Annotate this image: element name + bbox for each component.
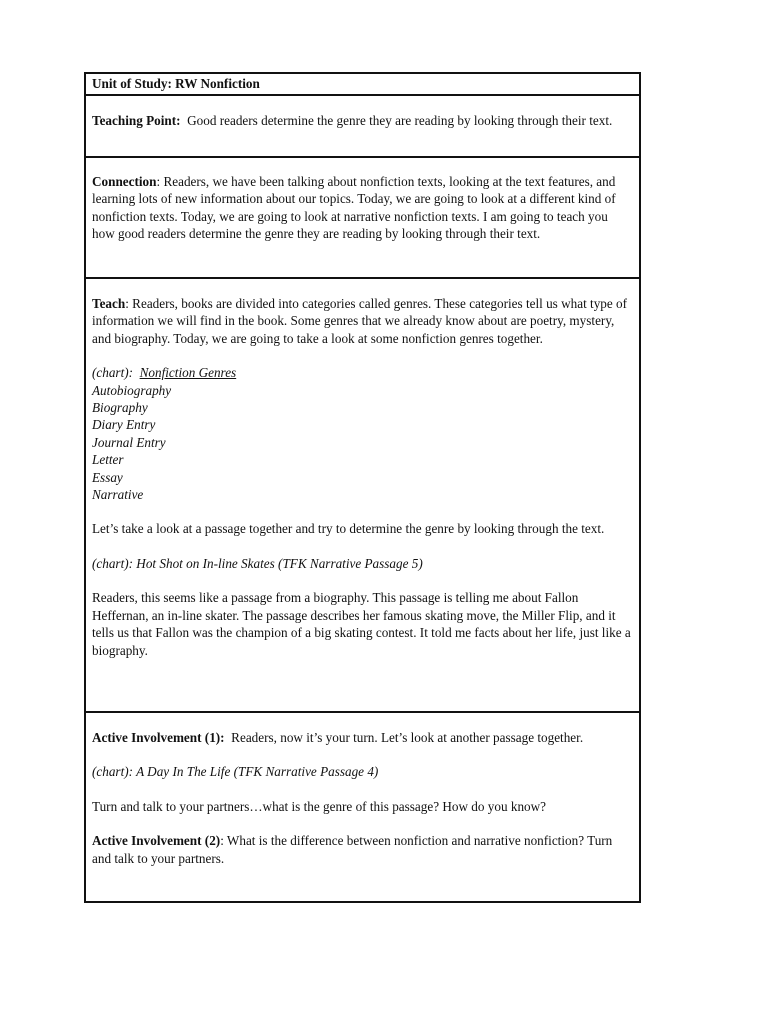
active-involvement-1-text: Readers, now it’s your turn. Let’s look at another passage together.: [231, 730, 584, 745]
chart2-reference: (chart): Hot Shot on In-line Skates (TFK Narrative Passage 5): [92, 555, 423, 571]
genre-list-item: Diary Entry: [92, 417, 156, 433]
teach-cell: [86, 277, 639, 711]
teaching-point-text: Good readers determine the genre they are reading by looking through their text.: [187, 113, 613, 128]
unit-value: RW Nonfiction: [175, 76, 260, 91]
unit-of-study-cell: [86, 74, 639, 94]
chart3-reference: (chart): A Day In The Life (TFK Narrative Passage 4): [92, 764, 379, 780]
turn-and-talk-text: Turn and talk to your partners…what is the genre of this passage? How do you know?: [92, 798, 547, 814]
teach-intro: : Readers, books are divided into categories called genres. These categories tell us what type of information we will find in the book. Some genres that we already know about are poetry, mystery, and biography. Today, we are going to take a look at some nonfiction genres together.: [92, 296, 628, 346]
genre-list-item: Autobiography: [92, 382, 172, 398]
genre-list-item: Biography: [92, 400, 148, 416]
connection-text: : Readers, we have been talking about nonfiction texts, looking at the text features, and learning lots of new information about our topics. Today, we are going to look at a different kind of nonfiction texts. Today, we are going to look at narrative nonfiction texts. I am going to teach you how good readers determine the genre they are reading by looking through their text.: [92, 174, 616, 242]
teaching-point-cell: [86, 94, 639, 156]
lesson-plan-table: [84, 72, 641, 903]
teach-paragraph-2: Let’s take a look at a passage together and try to determine the genre by looking through the text.: [92, 521, 605, 537]
genre-list-item: Journal Entry: [92, 434, 166, 450]
chart1-prefix: (chart):: [92, 365, 134, 381]
teach-paragraph-3: Readers, this seems like a passage from a biography. This passage is telling me about Fallon Heffernan, an in-line skater. The passage describes her famous skating move, the Miller Flip, and it tells us that Fallon was the champion of a big skating contest. It told me facts about her life, just like a biography.: [92, 590, 631, 658]
genre-list-item: Narrative: [92, 487, 144, 503]
connection-cell: [86, 156, 639, 277]
genre-list-item: Letter: [92, 452, 124, 468]
active-involvement-cell: [86, 711, 639, 901]
active-involvement-2-label: Active Involvement (2): [92, 833, 221, 849]
unit-label: Unit of Study:: [92, 76, 172, 91]
connection-label: Connection: [92, 174, 157, 189]
active-involvement-1-label: Active Involvement (1):: [92, 730, 225, 745]
teaching-point-label: Teaching Point:: [92, 113, 181, 128]
chart1-title: Nonfiction Genres: [139, 365, 237, 381]
genre-list-item: Essay: [92, 469, 123, 485]
teach-label: Teach: [92, 296, 126, 311]
active-involvement-2-text: : What is the difference between nonfiction and narrative nonfiction? Turn and talk to your partners.: [92, 833, 613, 866]
